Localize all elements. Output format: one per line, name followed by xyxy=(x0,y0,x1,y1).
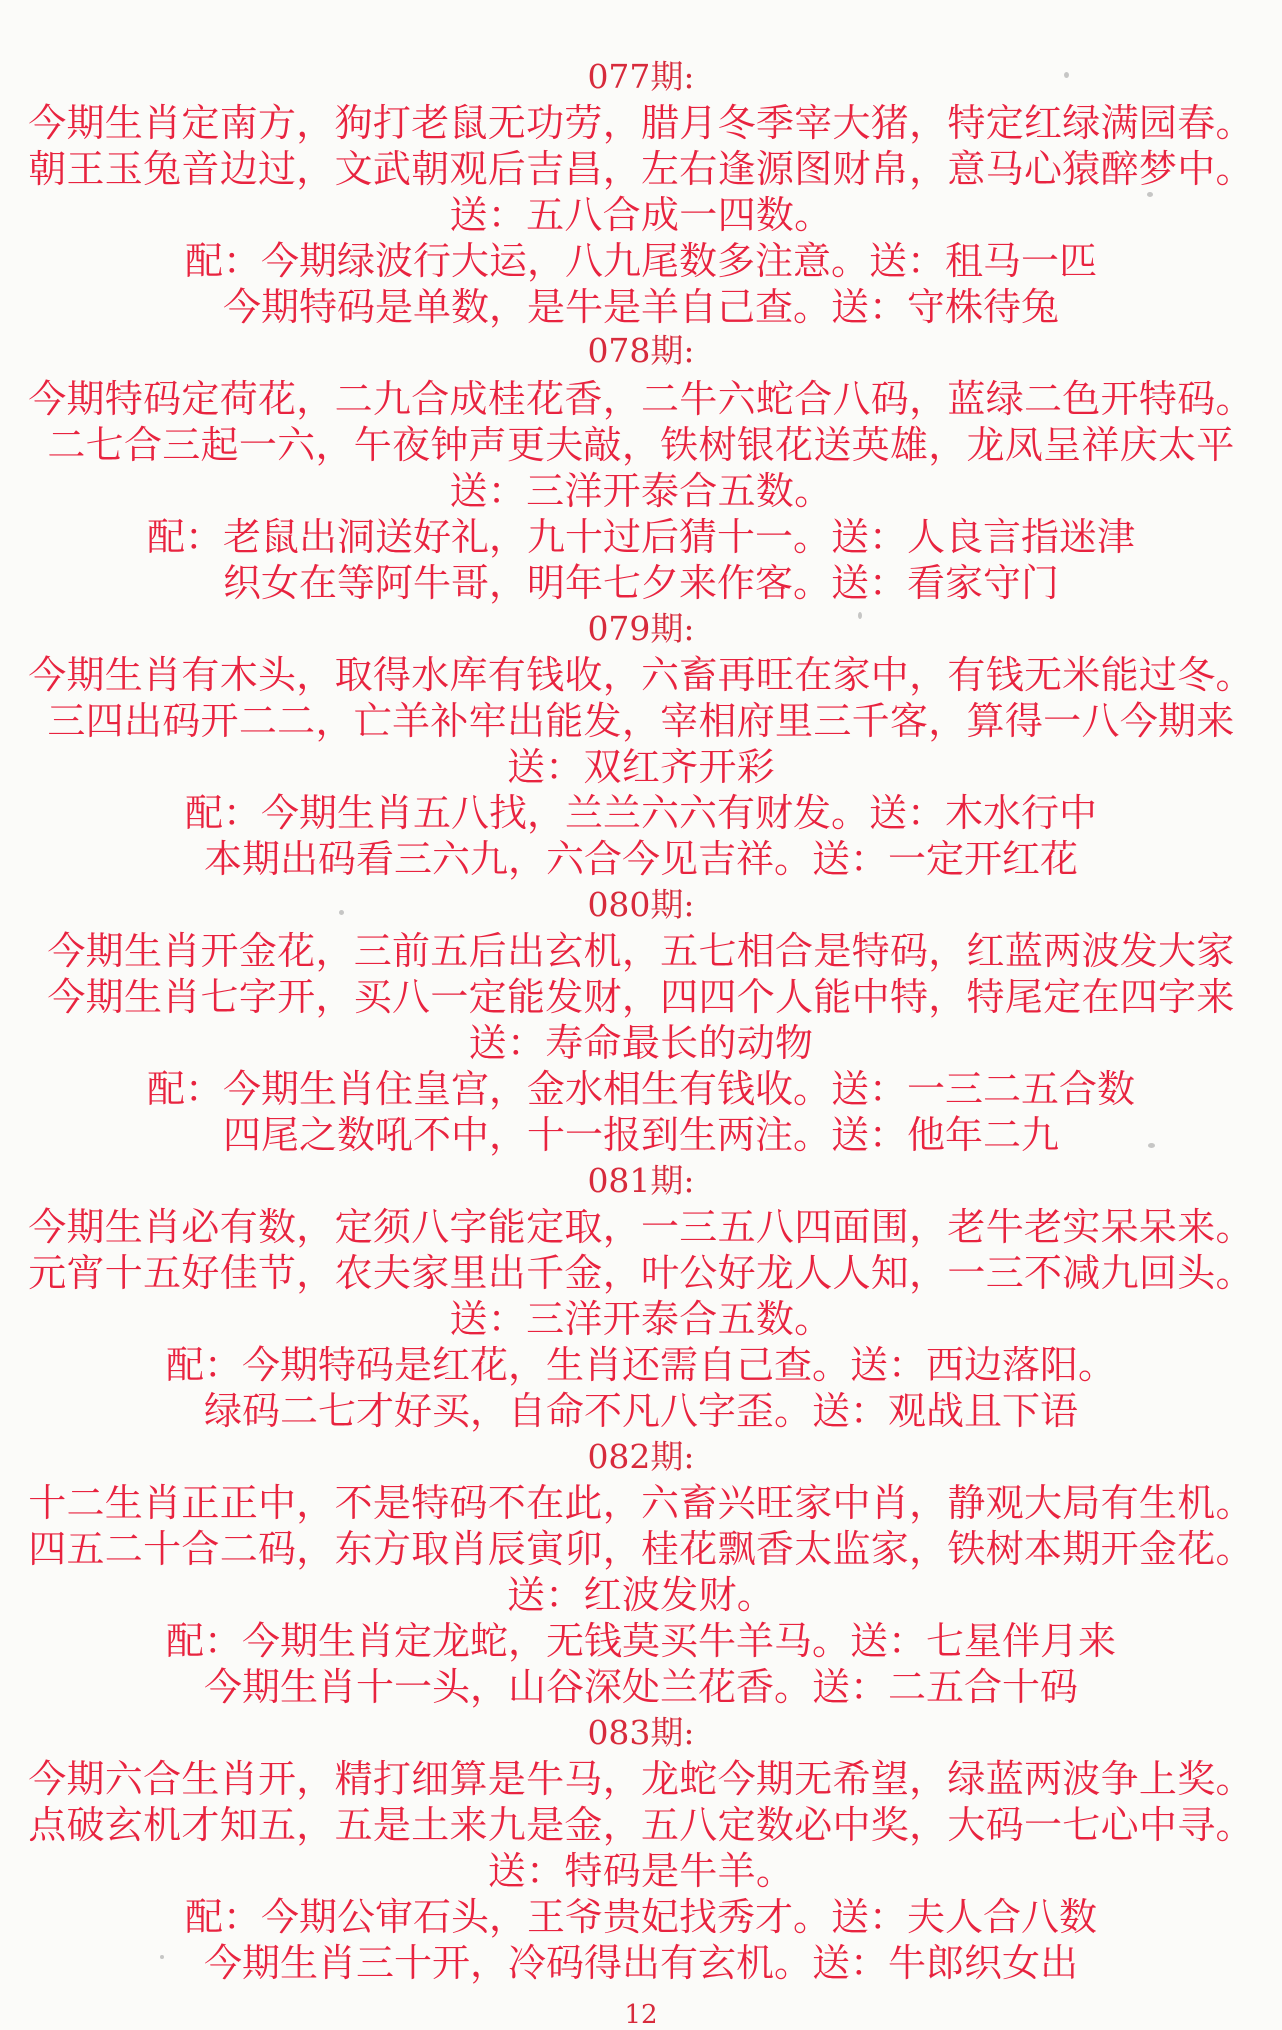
pairing-line: 配：今期生肖定龙蛇，无钱莫买牛羊马。送：七星伴月来 xyxy=(165,1619,1116,1663)
verse-line: 今期生肖必有数，定须八字能定取，一三五八四面围，老牛老实呆呆来。 xyxy=(28,1205,1254,1249)
pairing-line: 配：今期特码是红花，生肖还需自己查。送：西边落阳。 xyxy=(165,1343,1116,1387)
issue-heading-083: 083期: xyxy=(587,1713,695,1752)
verse-line: 十二生肖正正中，不是特码不在此，六畜兴旺家中肖，静观大局有生机。 xyxy=(28,1481,1254,1525)
send-line: 送：寿命最长的动物 xyxy=(468,1021,814,1065)
issue-heading-081: 081期: xyxy=(587,1161,695,1200)
verse-line: 四五二十合二码，东方取肖辰寅卯，桂花飘香太监家，铁树本期开金花。 xyxy=(28,1527,1254,1571)
pairing-line: 织女在等阿牛哥，明年七夕来作客。送：看家守门 xyxy=(222,561,1059,605)
send-line: 送：三洋开泰合五数。 xyxy=(449,469,833,513)
pairing-line: 配：今期公审石头，王爷贵妃找秀才。送：夫人合八数 xyxy=(184,1895,1097,1939)
issue-heading-077: 077期: xyxy=(587,57,695,96)
verse-line: 今期生肖有木头，取得水库有钱收，六畜再旺在家中，有钱无米能过冬。 xyxy=(28,653,1254,697)
verse-line: 二七合三起一六，午夜钟声更夫敲，铁树银花送英雄，龙凤呈祥庆太平 xyxy=(47,423,1235,467)
pairing-line: 配：今期生肖五八找，兰兰六六有财发。送：木水行中 xyxy=(184,791,1097,835)
verse-line: 点破玄机才知五，五是土来九是金，五八定数必中奖，大码一七心中寻。 xyxy=(28,1803,1254,1847)
verse-line: 今期生肖定南方，狗打老鼠无功劳，腊月冬季宰大猪，特定红绿满园春。 xyxy=(28,101,1254,145)
pairing-line: 本期出码看三六九，六合今见吉祥。送：一定开红花 xyxy=(203,837,1078,881)
pairing-line: 配：今期生肖住皇宫，金水相生有钱收。送：一三二五合数 xyxy=(146,1067,1135,1111)
verse-line: 今期六合生肖开，精打细算是牛马，龙蛇今期无希望，绿蓝两波争上奖。 xyxy=(28,1757,1254,1801)
page-number: 12 xyxy=(624,2000,658,2030)
issue-heading-080: 080期: xyxy=(587,885,695,924)
verse-line: 今期生肖开金花，三前五后出玄机，五七相合是特码，红蓝两波发大家 xyxy=(47,929,1235,973)
verse-line: 三四出码开二二，亡羊补牢出能发，宰相府里三千客，算得一八今期来 xyxy=(47,699,1235,743)
send-line: 送：特码是牛羊。 xyxy=(487,1849,795,1893)
verse-line: 朝王玉兔音边过，文武朝观后吉昌，左右逢源图财帛，意马心猿醉梦中。 xyxy=(28,147,1254,191)
pairing-line: 四尾之数吼不中，十一报到生两注。送：他年二九 xyxy=(222,1113,1059,1157)
send-line: 送：五八合成一四数。 xyxy=(449,193,833,237)
issue-heading-082: 082期: xyxy=(587,1437,695,1476)
issue-heading-079: 079期: xyxy=(587,609,695,648)
issue-heading-078: 078期: xyxy=(587,331,695,370)
send-line: 送：双红齐开彩 xyxy=(506,745,776,789)
verse-line: 今期特码定荷花，二九合成桂花香，二牛六蛇合八码，蓝绿二色开特码。 xyxy=(28,377,1254,421)
verse-line: 今期生肖七字开，买八一定能发财，四四个人能中特，特尾定在四字来 xyxy=(47,975,1235,1019)
send-line: 送：红波发财。 xyxy=(506,1573,776,1617)
pairing-line: 绿码二七才好买，自命不凡八字歪。送：观战且下语 xyxy=(203,1389,1078,1433)
pairing-line: 配：老鼠出洞送好礼，九十过后猜十一。送：人良言指迷津 xyxy=(146,515,1135,559)
pairing-line: 今期生肖三十开，冷码得出有玄机。送：牛郎织女出 xyxy=(203,1941,1078,1985)
send-line: 送：三洋开泰合五数。 xyxy=(449,1297,833,1341)
pairing-line: 今期特码是单数，是牛是羊自己查。送：守株待兔 xyxy=(222,285,1059,329)
verse-line: 元宵十五好佳节，农夫家里出千金，叶公好龙人人知，一三不减九回头。 xyxy=(28,1251,1254,1295)
pairing-line: 今期生肖十一头，山谷深处兰花香。送：二五合十码 xyxy=(203,1665,1078,1709)
pairing-line: 配：今期绿波行大运，八九尾数多注意。送：租马一匹 xyxy=(184,239,1097,283)
